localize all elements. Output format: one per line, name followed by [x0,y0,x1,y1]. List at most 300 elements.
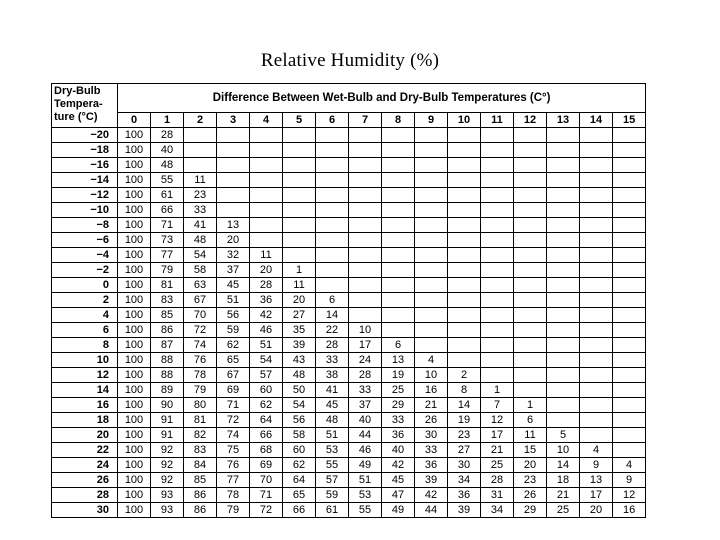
humidity-cell [613,383,646,398]
humidity-cell [547,173,580,188]
humidity-cell [514,293,547,308]
dry-bulb-header: Dry-Bulb Tempera-ture (°C) [52,84,118,128]
table-row [52,428,646,443]
humidity-cell [415,278,448,293]
humidity-cell [481,248,514,263]
humidity-cell: 80 [184,398,217,413]
humidity-cell: 79 [184,383,217,398]
humidity-cell [613,398,646,413]
humidity-cell: 100 [118,248,151,263]
humidity-cell: 49 [382,503,415,518]
humidity-cell [547,308,580,323]
humidity-cell: 82 [184,428,217,443]
humidity-cell [316,128,349,143]
humidity-cell: 78 [217,488,250,503]
humidity-cell [481,368,514,383]
humidity-cell [514,278,547,293]
humidity-cell: 48 [151,158,184,173]
table-row [52,173,646,188]
humidity-cell [316,143,349,158]
humidity-cell [415,203,448,218]
humidity-cell: 76 [217,458,250,473]
humidity-cell [580,353,613,368]
humidity-cell: 33 [349,383,382,398]
humidity-cell: 4 [580,443,613,458]
humidity-cell: 18 [547,473,580,488]
humidity-cell [613,158,646,173]
dry-bulb-temperature-cell: −4 [52,248,118,263]
humidity-cell [382,248,415,263]
humidity-cell [547,143,580,158]
humidity-cell [316,203,349,218]
humidity-cell [349,278,382,293]
humidity-cell [547,188,580,203]
humidity-cell [448,233,481,248]
humidity-cell: 50 [283,383,316,398]
humidity-cell: 72 [217,413,250,428]
humidity-cell [547,263,580,278]
humidity-cell [283,188,316,203]
relative-humidity-table [51,83,646,518]
humidity-cell: 100 [118,428,151,443]
table-row [52,278,646,293]
humidity-cell: 10 [349,323,382,338]
humidity-cell: 59 [316,488,349,503]
humidity-cell: 40 [382,443,415,458]
humidity-cell: 5 [547,428,580,443]
humidity-cell [613,248,646,263]
humidity-cell [514,158,547,173]
humidity-cell: 39 [283,338,316,353]
table-row [52,158,646,173]
humidity-cell: 10 [415,368,448,383]
humidity-cell: 68 [250,443,283,458]
humidity-cell: 20 [283,293,316,308]
humidity-cell [481,323,514,338]
humidity-cell: 31 [481,488,514,503]
humidity-cell: 44 [415,503,448,518]
humidity-cell [580,428,613,443]
humidity-cell: 58 [184,263,217,278]
humidity-cell [382,293,415,308]
humidity-cell: 89 [151,383,184,398]
humidity-cell: 30 [415,428,448,443]
dry-bulb-temperature-cell: 22 [52,443,118,458]
humidity-cell [250,173,283,188]
humidity-cell: 66 [250,428,283,443]
difference-header-cell: 10 [448,113,481,128]
humidity-cell [415,323,448,338]
humidity-cell: 100 [118,398,151,413]
humidity-cell [349,293,382,308]
humidity-cell [613,308,646,323]
humidity-cell: 55 [316,458,349,473]
humidity-cell: 51 [316,428,349,443]
humidity-cell [613,263,646,278]
humidity-cell: 100 [118,368,151,383]
humidity-cell: 100 [118,353,151,368]
humidity-cell: 41 [316,383,349,398]
humidity-cell: 72 [250,503,283,518]
dry-bulb-temperature-cell: −16 [52,158,118,173]
humidity-cell [580,248,613,263]
humidity-cell: 47 [382,488,415,503]
table-row [52,293,646,308]
humidity-cell: 83 [151,293,184,308]
humidity-cell: 1 [481,383,514,398]
humidity-cell: 21 [547,488,580,503]
humidity-cell: 20 [250,263,283,278]
humidity-cell [217,143,250,158]
humidity-cell: 57 [250,368,283,383]
humidity-cell: 25 [481,458,514,473]
humidity-cell: 34 [481,503,514,518]
humidity-cell [349,308,382,323]
humidity-cell: 100 [118,218,151,233]
humidity-cell [448,173,481,188]
humidity-cell: 74 [217,428,250,443]
humidity-cell: 33 [184,203,217,218]
dry-bulb-temperature-cell: 20 [52,428,118,443]
humidity-cell: 100 [118,173,151,188]
humidity-cell [514,203,547,218]
humidity-cell [382,188,415,203]
humidity-cell [547,338,580,353]
humidity-cell: 46 [349,443,382,458]
humidity-cell [382,173,415,188]
humidity-cell [382,218,415,233]
humidity-cell [217,188,250,203]
humidity-cell: 45 [316,398,349,413]
humidity-cell [580,398,613,413]
humidity-cell [481,263,514,278]
humidity-cell: 100 [118,488,151,503]
humidity-cell: 56 [217,308,250,323]
humidity-cell: 100 [118,233,151,248]
humidity-cell [382,128,415,143]
humidity-cell [547,323,580,338]
humidity-cell [382,158,415,173]
humidity-cell: 69 [250,458,283,473]
humidity-cell: 38 [316,368,349,383]
difference-values-row [52,113,646,128]
humidity-cell: 59 [217,323,250,338]
humidity-cell [514,383,547,398]
humidity-cell: 62 [283,458,316,473]
dry-bulb-temperature-cell: 26 [52,473,118,488]
humidity-cell: 56 [283,413,316,428]
humidity-cell [382,143,415,158]
humidity-cell [580,323,613,338]
humidity-cell [613,173,646,188]
humidity-cell [580,338,613,353]
humidity-cell: 25 [382,383,415,398]
humidity-cell [448,218,481,233]
humidity-cell: 28 [481,473,514,488]
humidity-cell [514,128,547,143]
humidity-cell [547,278,580,293]
humidity-cell: 62 [217,338,250,353]
humidity-cell [448,188,481,203]
humidity-cell: 33 [382,413,415,428]
humidity-cell [613,278,646,293]
humidity-cell [448,338,481,353]
humidity-cell: 15 [514,443,547,458]
humidity-cell [448,308,481,323]
humidity-cell: 4 [613,458,646,473]
humidity-cell: 26 [514,488,547,503]
table-row [52,443,646,458]
humidity-cell [316,263,349,278]
humidity-cell: 9 [613,473,646,488]
table-row [52,248,646,263]
humidity-cell: 85 [151,308,184,323]
humidity-cell: 33 [316,353,349,368]
humidity-cell: 71 [217,398,250,413]
humidity-cell: 86 [184,488,217,503]
dry-bulb-temperature-cell: 28 [52,488,118,503]
humidity-cell: 90 [151,398,184,413]
humidity-cell: 17 [580,488,613,503]
humidity-cell [613,293,646,308]
humidity-cell [580,188,613,203]
humidity-cell: 27 [448,443,481,458]
humidity-cell: 64 [250,413,283,428]
humidity-cell: 77 [217,473,250,488]
difference-header-cell: 13 [547,113,580,128]
dry-bulb-temperature-cell: −14 [52,173,118,188]
humidity-cell: 70 [184,308,217,323]
humidity-cell: 45 [217,278,250,293]
difference-header: Difference Between Wet-Bulb and Dry-Bulb Temperatures (C°) [118,84,646,113]
humidity-cell [580,128,613,143]
difference-header-cell: 15 [613,113,646,128]
difference-header-cell: 12 [514,113,547,128]
humidity-cell: 65 [283,488,316,503]
humidity-cell [514,218,547,233]
humidity-cell: 30 [448,458,481,473]
humidity-cell [250,233,283,248]
humidity-cell [613,218,646,233]
humidity-cell [613,203,646,218]
humidity-cell: 36 [448,488,481,503]
humidity-cell: 36 [250,293,283,308]
humidity-cell [250,218,283,233]
humidity-cell [580,158,613,173]
humidity-cell [415,338,448,353]
humidity-cell [382,233,415,248]
humidity-cell: 76 [184,353,217,368]
humidity-cell: 55 [151,173,184,188]
humidity-cell: 20 [580,503,613,518]
humidity-cell [448,278,481,293]
humidity-cell: 14 [448,398,481,413]
difference-header-cell: 9 [415,113,448,128]
humidity-cell: 4 [415,353,448,368]
humidity-cell [283,218,316,233]
humidity-cell [283,143,316,158]
humidity-cell: 39 [415,473,448,488]
humidity-cell: 81 [184,413,217,428]
humidity-cell: 35 [283,323,316,338]
humidity-cell [613,128,646,143]
humidity-cell: 71 [250,488,283,503]
humidity-cell: 85 [184,473,217,488]
humidity-cell: 61 [316,503,349,518]
humidity-cell: 72 [184,323,217,338]
humidity-cell: 100 [118,278,151,293]
humidity-cell: 9 [580,458,613,473]
humidity-cell: 13 [217,218,250,233]
humidity-cell: 10 [547,443,580,458]
humidity-cell [514,143,547,158]
humidity-cell [349,263,382,278]
humidity-cell [481,128,514,143]
dry-bulb-temperature-cell: 30 [52,503,118,518]
humidity-cell: 28 [151,128,184,143]
humidity-cell [580,413,613,428]
humidity-cell [448,263,481,278]
humidity-cell: 71 [151,218,184,233]
humidity-cell [349,218,382,233]
dry-bulb-temperature-cell: 6 [52,323,118,338]
humidity-cell [415,263,448,278]
humidity-cell: 12 [613,488,646,503]
table-row [52,338,646,353]
humidity-cell: 48 [283,368,316,383]
humidity-cell [448,203,481,218]
humidity-cell [415,158,448,173]
humidity-cell: 79 [217,503,250,518]
humidity-cell: 86 [151,323,184,338]
humidity-cell [547,233,580,248]
humidity-cell: 26 [415,413,448,428]
humidity-cell [580,308,613,323]
table-row [52,233,646,248]
humidity-cell: 37 [349,398,382,413]
humidity-cell: 21 [415,398,448,413]
humidity-cell [415,143,448,158]
dry-bulb-temperature-cell: 0 [52,278,118,293]
humidity-cell: 16 [613,503,646,518]
humidity-cell: 69 [217,383,250,398]
humidity-cell: 100 [118,128,151,143]
difference-header-cell: 0 [118,113,151,128]
humidity-cell: 66 [283,503,316,518]
humidity-cell: 42 [415,488,448,503]
humidity-cell: 55 [349,503,382,518]
table-row [52,488,646,503]
table-row [52,143,646,158]
humidity-cell [613,143,646,158]
humidity-cell [184,128,217,143]
humidity-cell: 51 [217,293,250,308]
humidity-cell [250,158,283,173]
humidity-cell [613,188,646,203]
humidity-cell [415,308,448,323]
humidity-cell: 1 [514,398,547,413]
humidity-cell [547,128,580,143]
humidity-cell [481,203,514,218]
humidity-cell [217,203,250,218]
humidity-cell: 6 [316,293,349,308]
humidity-cell: 49 [349,458,382,473]
humidity-cell: 20 [514,458,547,473]
humidity-cell: 11 [250,248,283,263]
humidity-cell [415,218,448,233]
humidity-cell: 93 [151,503,184,518]
humidity-cell: 73 [151,233,184,248]
humidity-cell [349,188,382,203]
table-row [52,503,646,518]
humidity-cell: 6 [382,338,415,353]
humidity-cell: 100 [118,308,151,323]
humidity-cell: 54 [184,248,217,263]
humidity-cell [184,158,217,173]
humidity-cell [514,263,547,278]
humidity-cell: 14 [316,308,349,323]
humidity-cell [613,443,646,458]
humidity-cell [514,368,547,383]
table-row [52,368,646,383]
humidity-cell [382,308,415,323]
humidity-cell: 88 [151,368,184,383]
humidity-cell: 25 [547,503,580,518]
humidity-cell [514,188,547,203]
humidity-cell: 83 [184,443,217,458]
humidity-cell: 23 [514,473,547,488]
humidity-cell: 53 [349,488,382,503]
humidity-cell [547,158,580,173]
humidity-cell: 43 [283,353,316,368]
page-title: Relative Humidity (%) [260,50,440,71]
humidity-cell: 93 [151,488,184,503]
table-row [52,308,646,323]
humidity-cell: 19 [448,413,481,428]
humidity-cell: 1 [283,263,316,278]
humidity-cell [448,323,481,338]
humidity-cell: 23 [184,188,217,203]
humidity-cell [547,293,580,308]
humidity-cell [481,218,514,233]
humidity-cell [415,188,448,203]
humidity-cell [250,128,283,143]
humidity-cell: 86 [184,503,217,518]
humidity-cell: 70 [250,473,283,488]
humidity-cell [382,278,415,293]
humidity-cell [316,158,349,173]
humidity-cell: 63 [184,278,217,293]
table-row [52,458,646,473]
humidity-cell [283,173,316,188]
humidity-cell: 28 [349,368,382,383]
humidity-cell: 100 [118,263,151,278]
humidity-cell [613,428,646,443]
humidity-cell [613,413,646,428]
humidity-cell [217,173,250,188]
humidity-cell [382,263,415,278]
humidity-cell [580,263,613,278]
humidity-cell [514,353,547,368]
humidity-cell: 37 [217,263,250,278]
humidity-cell [283,158,316,173]
table-row [52,128,646,143]
humidity-cell: 44 [349,428,382,443]
difference-header-cell: 5 [283,113,316,128]
humidity-cell: 67 [184,293,217,308]
humidity-cell [382,323,415,338]
humidity-cell: 60 [283,443,316,458]
